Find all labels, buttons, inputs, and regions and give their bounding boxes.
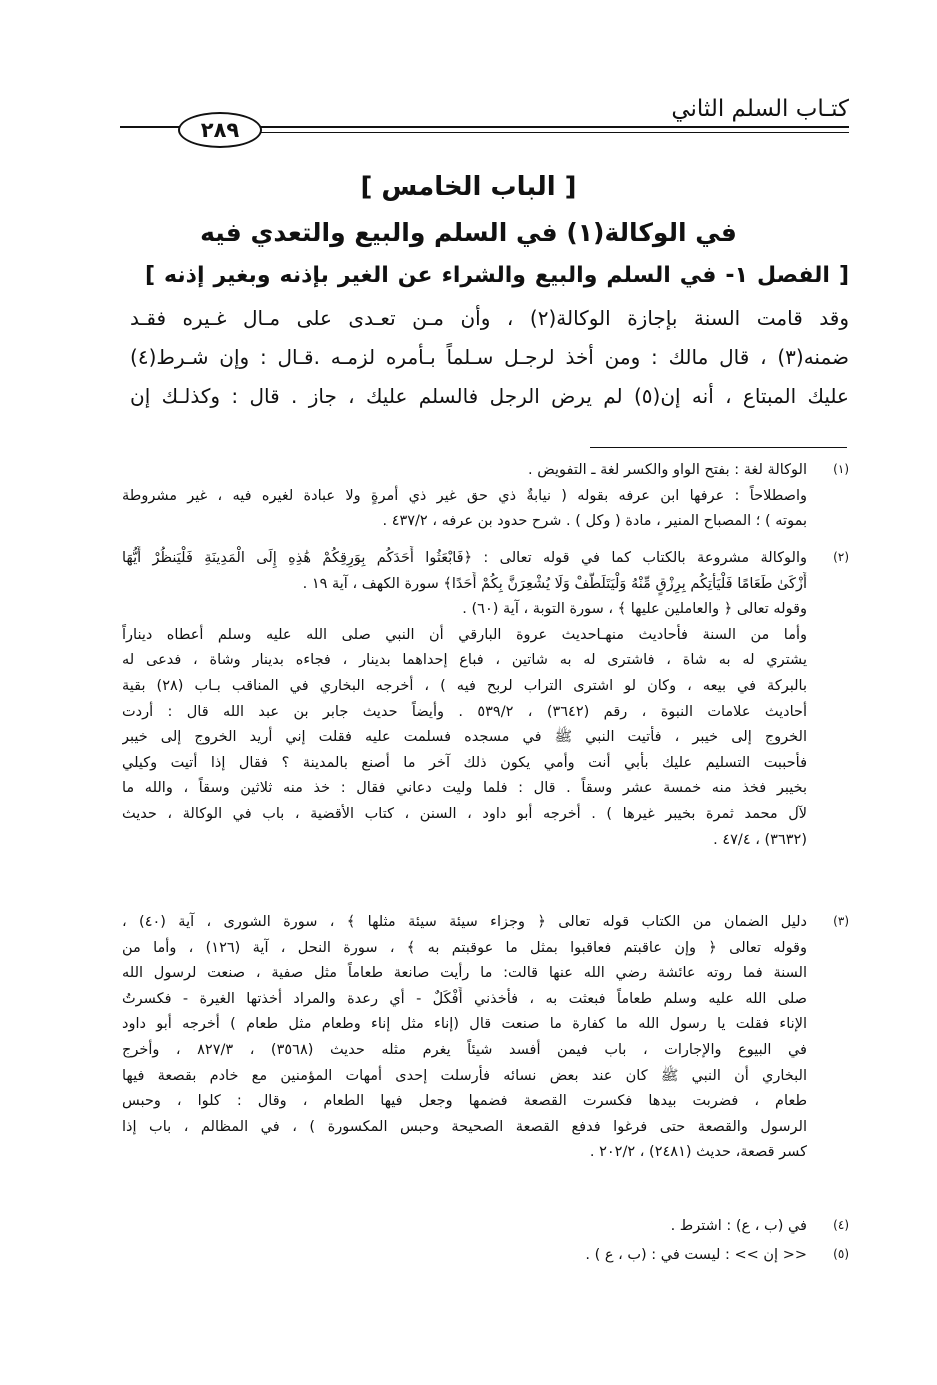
- footnote-number: (٤): [833, 1218, 849, 1232]
- footnote-line: أحاديث علامات النبوة ، رقم (٣٦٤٢) ، ٥٣٩/٢ . وأيضاً حديث جابر بن عبد الله قال : أردت: [122, 703, 807, 720]
- section-title: [ الفصل ١- في السلم والبيع والشراء عن الغير بإذنه وبغير إذنه ]: [145, 263, 850, 288]
- footnote-3: [122, 910, 807, 1166]
- footnote-line: كسر قصعة، حديث (٢٤٨١) ، ٢٠٢/٢ .: [589, 1144, 807, 1161]
- footnote-line: (٣٦٣٢) ، ٤٧/٤ .: [713, 831, 807, 848]
- footnote-line: وقوله تعالى ﴿ والعاملين عليها ﴾ ، سورة التوبة ، آية (٦٠) .: [462, 601, 807, 618]
- footnote-line: أَزْكَىٰ طَعَامًا فَلْيَأْتِكُم بِرِزْقٍ مِّنْهُ وَلْيَتَلَطَّفْ وَلَا يُشْعِرَنَّ بِكُمْ أَحَدًا﴾ سورة الكهف ، آية ١٩ .: [302, 575, 807, 592]
- footnote-1: [122, 458, 807, 535]
- footnote-line: السنة فما روته عائشة رضي الله عنها قالت: ما رأيت صانعة طعاماً مثل صفية ، صنعت لرسول الله: [122, 965, 807, 982]
- footnote-line: الإناء فقلت يا رسول الله ما كفارة ما صنعت قال (إناء مثل إناء وطعام مثل طعام ) أخرجه أبو داود: [122, 1016, 807, 1033]
- footnote-number: (٣): [833, 914, 849, 928]
- page-number: ٢٨٩: [178, 112, 262, 148]
- footnote-line: الوكالة لغة : بفتح الواو والكسر لغة ـ التفويض .: [528, 462, 807, 478]
- footnote-line: صلى الله عليه وسلم طعاماً فبعثت به ، فأخذني أَفْكَلٌ - أي رعدة والمراد أخذتها الغيرة - فكسرتُ: [122, 990, 807, 1007]
- body-line: عليك المبتاع ، أنه إن(٥) لم يرض الرجل فالسلم عليك ، جاز . قال : وكذلـك إن: [130, 384, 849, 408]
- footnote-separator: [590, 447, 847, 448]
- footnote-4: [122, 1214, 807, 1240]
- footnote-line: يشتري له به شاة ، فاشترى له به شاتين ، فباع إحداهما بدينار ، فجاءه بدينار وشاة ، فدعى له: [122, 652, 807, 669]
- footnote-number: (١): [833, 462, 849, 476]
- chapter-subtitle: في الوكالة(١) في السلم والبيع والتعدي فيه: [200, 218, 737, 247]
- footnote-number: (٢): [833, 550, 849, 564]
- footnote-line: الخروج إلى خيبر ، فأتيت النبي ﷺ في مسجده فسلمت عليه فقلت إني أريد الخروج إلى خيبر: [122, 729, 807, 746]
- footnote-number: (٥): [833, 1247, 849, 1261]
- footnote-line: فأحببت التسليم عليك بأبي أنت وأمي يكون ذلك آخر ما أصنع بالمدينة ؟ فقال إذا أتيت وكيلي: [122, 754, 807, 771]
- footnote-line: بموته ) ؛ المصباح المنير ، مادة ( وكل ) . شرح حدود بن عرفه ، ٤٣٧/٢ .: [382, 513, 807, 530]
- chapter-title: [ الباب الخامس ]: [360, 172, 577, 202]
- body-line: ضمنه(٣) ، قال مالك : ومن أخذ لرجـل سـلماً بـأمره لزمـه .قـال : وإن شـرط(٤): [130, 345, 849, 369]
- footnote-line: دليل الضمان من الكتاب قوله تعالى ﴿ وجزاء سيئة سيئة مثلها ﴾ ، سورة الشورى ، آية (٤٠) ،: [122, 914, 807, 930]
- footnote-line: لآل محمد ثمرة بخيبر غيرها ) . أخرجه أبو داود ، السنن ، كتاب الأقضية ، باب في الوكالة ، حديث: [122, 805, 807, 822]
- footnote-line: وأما من السنة فأحاديث منهـاحديث عروة البارقي أن النبي صلى الله عليه وسلم أعطاه ديناراً: [122, 626, 807, 643]
- footnote-line: في (ب ، ع) : اشترط .: [670, 1218, 807, 1234]
- book-title: كتـاب السلم الثاني: [671, 96, 849, 122]
- footnote-line: طعام ، فضربت بيدها فكسرت القصعة فضمها وجعل فيها الطعام ، وقال : كلوا ، وحبس: [122, 1093, 807, 1110]
- body-line: وقد قامت السنة بإجازة الوكالة(٢) ، وأن مـن تعـدى على مـال غـيره فقـد: [130, 306, 849, 330]
- footnote-line: والوكالة مشروعة بالكتاب كما في قوله تعالى : ﴿فَابْعَثُوا أَحَدَكُم بِوَرِقِكُمْ هَٰذِهِ إِلَى الْمَدِينَةِ فَلْيَنظُرْ أَيُّهَا: [122, 550, 807, 566]
- footnote-line: وقوله تعالى ﴿ وإن عاقبتم فعاقبوا بمثل ما عوقبتم به ﴾ ، سورة النحل ، آية (١٢٦) ، وأما من: [122, 939, 807, 956]
- footnote-line: << إن >> : ليست في : (ب ، ع ) .: [585, 1247, 807, 1263]
- footnote-line: بخيبر فخذ منه خمسة عشر وسقاً . قال : فلما وليت دعاني فقال : خذ منه ثلاثين وسقاً ، والله ما: [122, 780, 807, 797]
- footnote-line: الرسول والقصعة حتى فرغوا فدفع القصعة الصحيحة وحبس المكسورة ) ، في المظالم ، باب إذا: [122, 1118, 807, 1135]
- footnote-line: واصطلاحاً : عرفها ابن عرفه بقوله ( نيابةٌ ذي حق غير ذي أمرةٍ ولا عبادة لغيره فيه ، غير مشروطة: [122, 487, 807, 504]
- footnote-line: بالبركة في بيعه ، وكان لو اشترى التراب لربح فيه ) ، أخرجه البخاري في المناقب بـاب (٢٨) بقية: [122, 677, 807, 694]
- footnote-5: [122, 1243, 807, 1269]
- footnote-line: البخاري أن النبي ﷺ كان عند بعض نسائه فأرسلت إحدى أمهات المؤمنين مع خادم بقصعة فيها: [122, 1067, 807, 1084]
- footnote-line: في البيوع والإجارات ، باب فيمن أفسد شيئاً يغرم مثله حديث (٣٥٦٨) ، ٨٢٧/٣ ، وأخرج: [122, 1041, 807, 1058]
- footnote-2: [122, 546, 807, 853]
- header-rule-thin: [255, 132, 849, 133]
